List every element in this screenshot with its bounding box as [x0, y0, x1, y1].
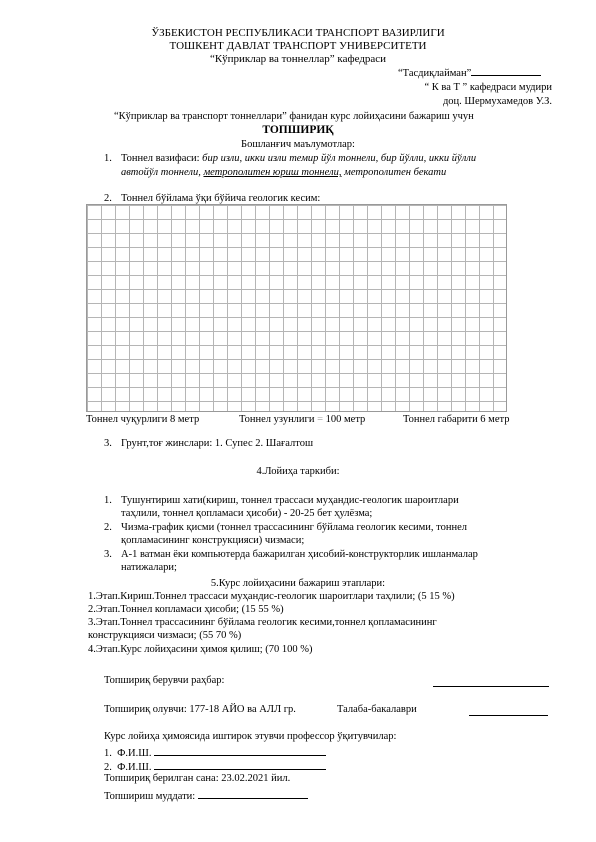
department-title: “Кўприклар ва тоннеллар” кафедраси [209, 53, 387, 65]
university-title: ТОШКЕНТ ДАВЛАТ ТРАНСПОРТ УНИВЕРСИТЕТИ [169, 40, 427, 52]
item3-text: Грунт,тоғ жинслари: 1. Супес 2. Шағалтош [121, 438, 314, 449]
stage-4: 4.Этап.Курс лойиҳасини ҳимоя қилиш; (70 100 %) [88, 644, 313, 655]
item1-number: 1. [104, 153, 112, 164]
composition-1-line-1: Тушунтириш хати(кириш, тоннел трассаси муҳандис-геологик шароитлари [121, 495, 459, 506]
ministry-title: ЎЗБЕКИСТОН РЕСПУБЛИКАСИ ТРАНСПОРТ ВАЗИРЛИГИ [151, 27, 445, 39]
composition-2-line-2: қопламасининг конструкцияси) чизмаси; [121, 535, 305, 546]
participant-2-label: Ф.И.Ш. [117, 762, 152, 773]
student-label: Талаба-бакалаври [337, 704, 417, 715]
stage-2: 2.Этап.Тоннел копламаси ҳисоби; (15 55 %) [88, 604, 284, 615]
participant-2 [104, 759, 326, 774]
composition-1-number: 1. [104, 495, 112, 506]
item1-part-a: бир изли, икки изли темир йўл тоннели, бир йўлли, икки йўлли [202, 153, 477, 164]
composition-2-number: 2. [104, 522, 112, 533]
participant-1-line [154, 745, 326, 756]
tunnel-length-value: 100 метр [325, 414, 366, 425]
composition-heading: 4.Лойиҳа таркиби: [256, 466, 340, 477]
participants-heading: Курс лойиҳа ҳимоясида иштирок этувчи профессор ўқитувчилар: [104, 731, 397, 742]
approval-line-1 [398, 68, 541, 80]
participant-2-line [154, 759, 326, 770]
geologic-section-grid [86, 204, 507, 412]
stages-heading: 5.Курс лойиҳасини бажариш этаплари: [210, 578, 386, 589]
composition-3-line-2: натижалари; [121, 562, 177, 573]
item1-part-d: метрополитен бекати [344, 167, 447, 178]
issuer-signature-line [433, 675, 549, 691]
approval-signature-line [471, 75, 541, 76]
approval-line-2: “ К ва Т ” кафедраси мудири [424, 82, 552, 93]
tunnel-depth: Тоннел чуқурлиги 8 метр [86, 414, 200, 425]
participant-1-label: Ф.И.Ш. [117, 748, 152, 759]
participant-1-number: 1. [104, 748, 112, 759]
initial-data-heading: Бошланғич маълумотлар: [241, 139, 355, 150]
participant-1 [104, 745, 326, 760]
student-signature-line [469, 704, 548, 720]
stage-1: 1.Этап.Кириш.Тоннел трассаси муҳандис-геологик шароитлари таҳлили; (5 15 %) [88, 591, 455, 602]
deadline-label: Топшириш муддати: [104, 791, 196, 802]
intro-text: “Кўприклар ва транспорт тоннеллари” фанидан курс лойиҳасини бажариш учун [114, 111, 474, 122]
item3-number: 3. [104, 438, 112, 449]
page-title: ТОПШИРИҚ [262, 124, 334, 136]
equals-sign: = [317, 414, 324, 425]
receiver-label: Топшириқ олувчи: 177-18 АЙО ва АЛЛ гр. [104, 704, 296, 715]
tunnel-length [239, 414, 365, 426]
tunnel-length-label: Тоннел узунлиги [239, 414, 315, 425]
stage-3-line-2: конструкцияси чизмаси; (55 70 %) [88, 630, 242, 641]
item1-part-c: метрополитен юриш тоннели, [203, 167, 342, 178]
item1-line-1 [121, 153, 476, 165]
item1-part-b: автойўл тоннели, [121, 167, 201, 178]
tunnel-size: Тоннел габарити 6 метр [403, 414, 510, 425]
item2-label: Тоннел бўйлама ўқи бўйича геологик кесим: [121, 193, 321, 204]
composition-1-line-2: таҳлили, тоннел қопламаси ҳисоби) - 20-25 бет ҳулёзма; [121, 508, 373, 519]
composition-2-line-1: Чизма-график қисми (тоннел трассасининг бўйлама геологик кесими, тоннел [121, 522, 468, 533]
item1-label: Тоннел вазифаси: [121, 153, 200, 164]
composition-3-number: 3. [104, 549, 112, 560]
issuer-label: Топшириқ берувчи раҳбар: [104, 675, 225, 686]
stage-3-line-1: 3.Этап.Тоннел трассасининг бўйлама геологик кесими,тоннел қопламасининг [88, 617, 437, 628]
issue-date: Топшириқ берилган сана: 23.02.2021 йил. [104, 773, 291, 784]
participant-2-number: 2. [104, 762, 112, 773]
item2-number: 2. [104, 193, 112, 204]
approval-label: “Тасдиқлайман” [398, 68, 472, 79]
composition-3-line-1: А-1 ватман ёки компьютерда бажарилган ҳисобий-конструкторлик ишланмалар [121, 549, 478, 560]
item1-line-2 [121, 167, 446, 179]
deadline [104, 788, 308, 803]
approval-line-3: доц. Шермухамедов У.З. [442, 96, 552, 107]
deadline-line [198, 788, 308, 799]
